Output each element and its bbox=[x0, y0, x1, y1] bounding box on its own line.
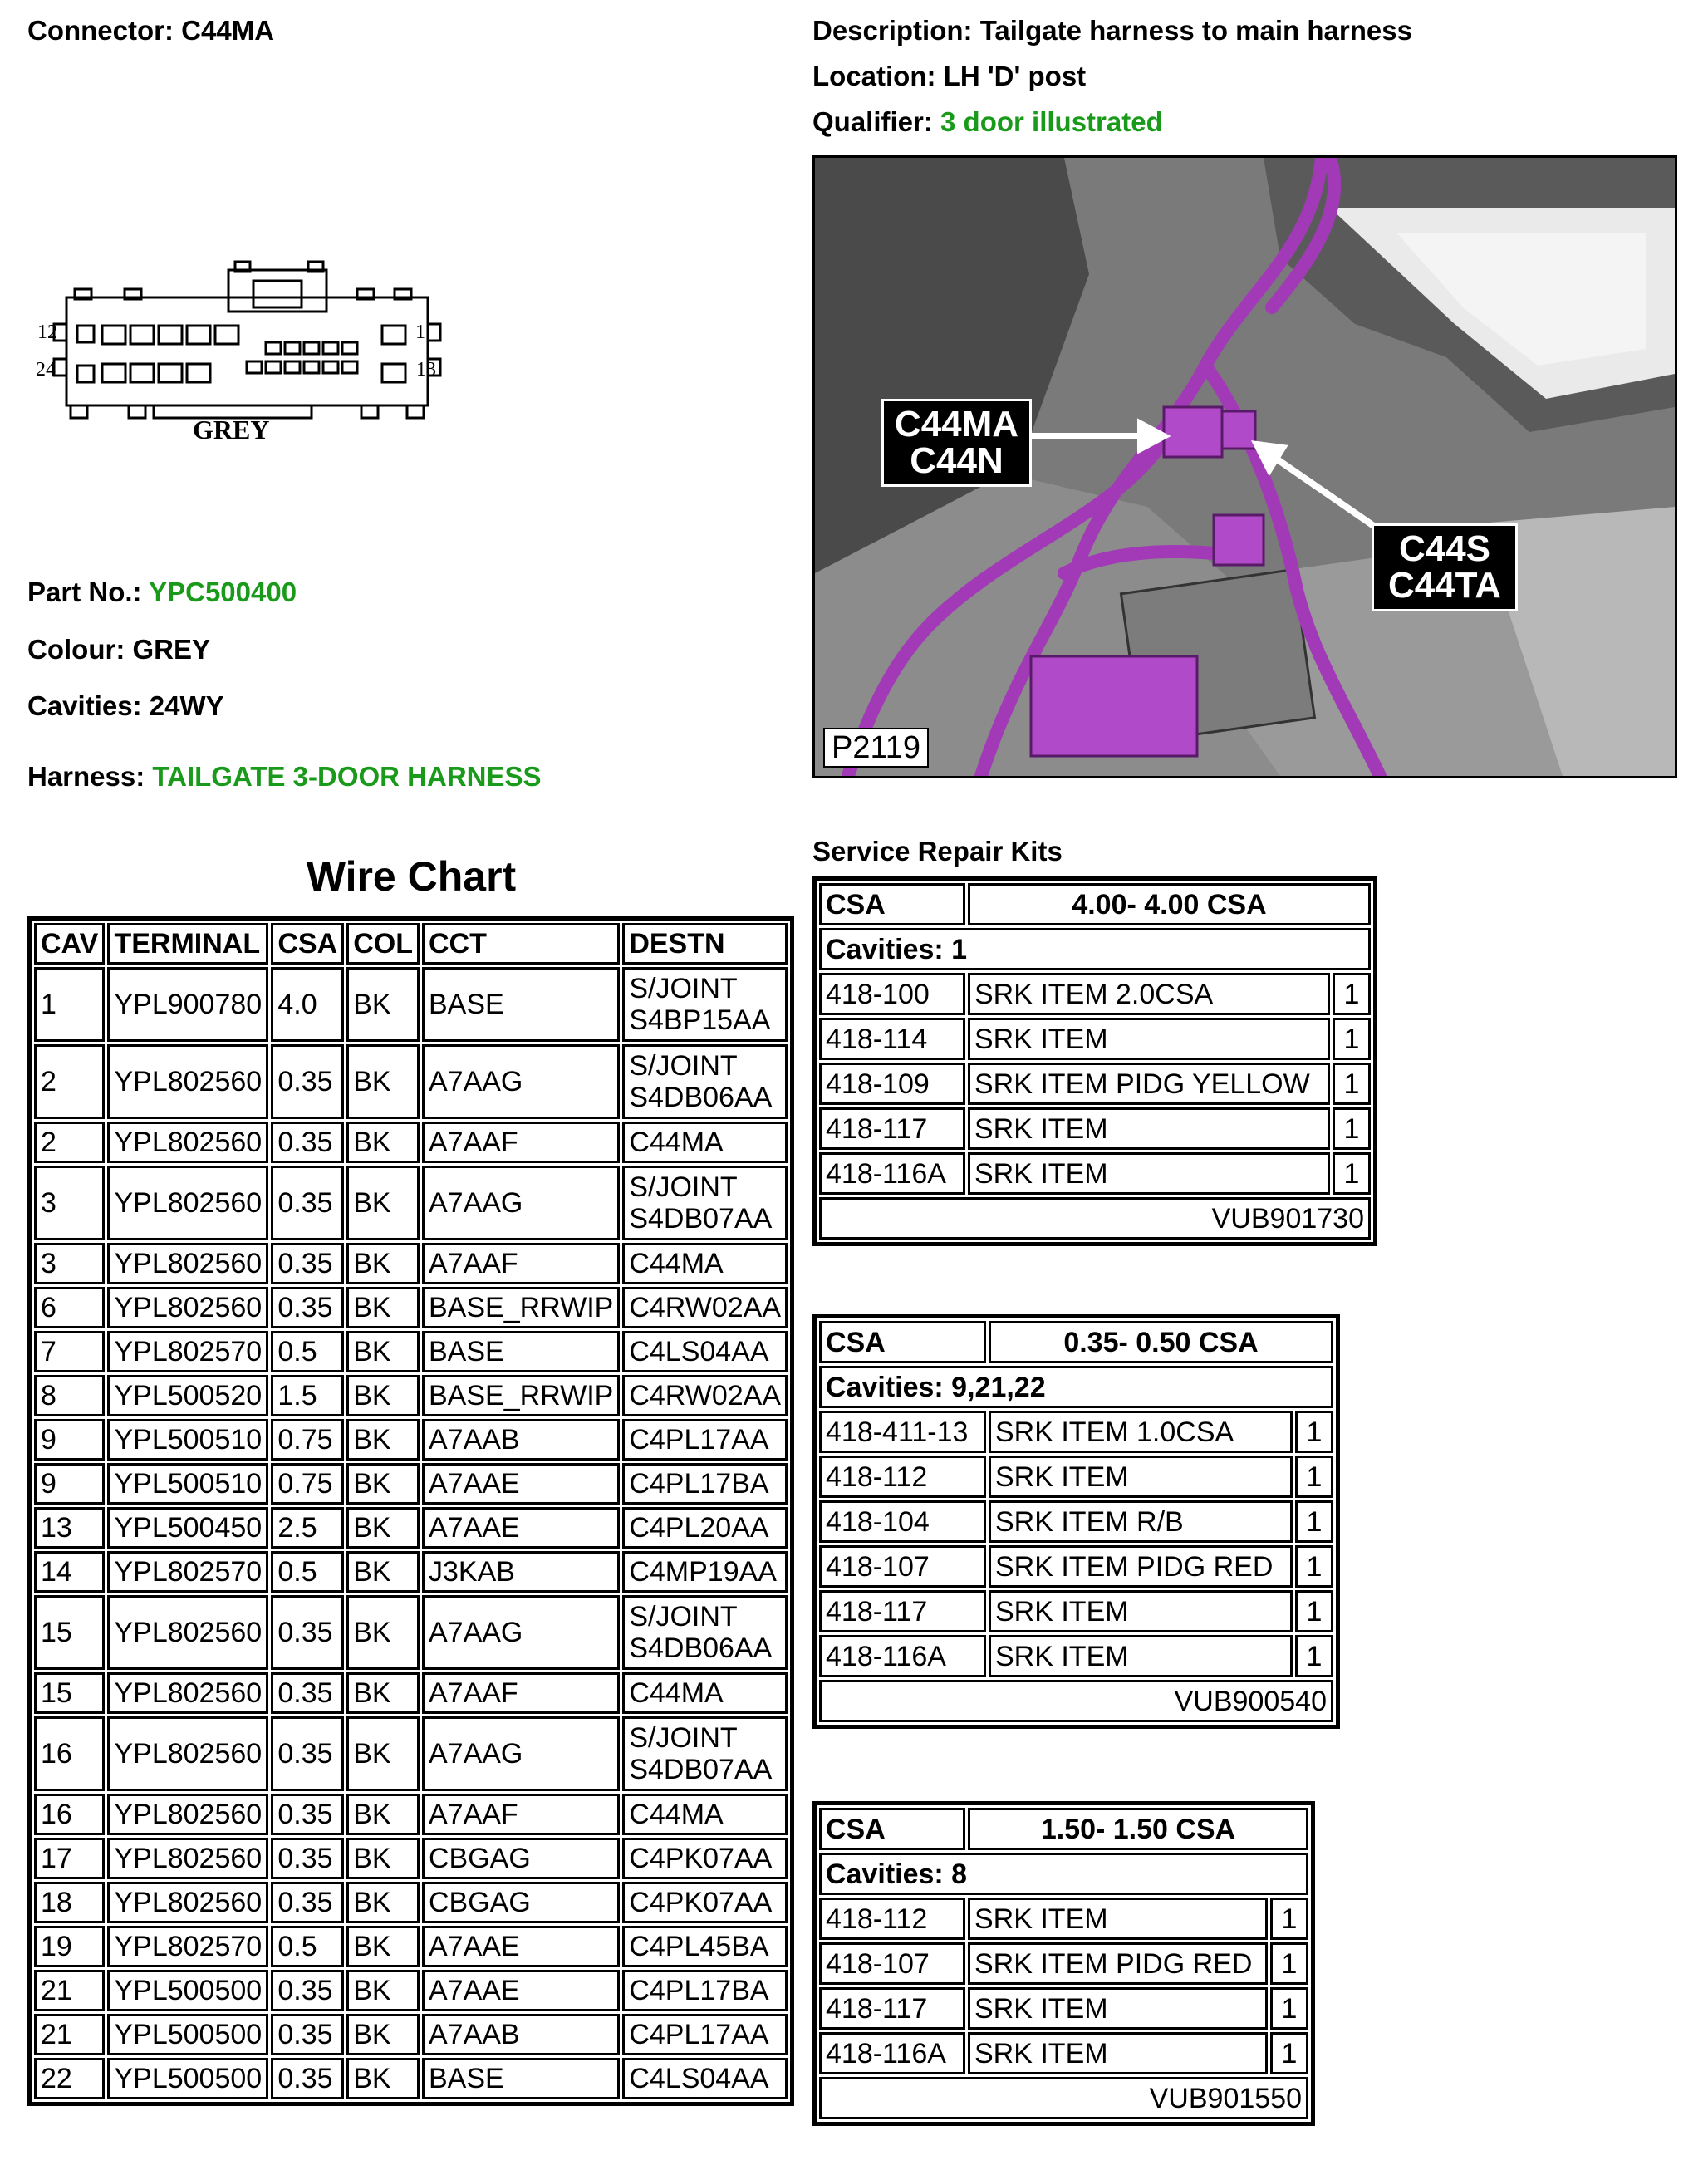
table-cell: C4PL20AA bbox=[622, 1507, 788, 1549]
kit-item-qty: 1 bbox=[1270, 1942, 1308, 1985]
part-label: Part No.: bbox=[27, 577, 142, 607]
kit-item-code: 418-116A bbox=[819, 2032, 965, 2074]
colour-label: Colour: bbox=[27, 634, 125, 665]
table-row bbox=[34, 1419, 788, 1461]
table-cell: 0.35 bbox=[271, 1882, 344, 1923]
table-cell: C44MA bbox=[622, 1122, 788, 1163]
col-col: COL bbox=[346, 923, 420, 965]
table-cell: BK bbox=[346, 1463, 420, 1505]
callout-a-line1: C44MA bbox=[894, 404, 1019, 444]
part-number-line bbox=[27, 576, 297, 609]
table-row bbox=[34, 1672, 788, 1714]
table-cell: C44MA bbox=[622, 1794, 788, 1835]
harness-value: TAILGATE 3-DOOR HARNESS bbox=[152, 761, 542, 792]
table-cell: 16 bbox=[34, 1716, 105, 1791]
table-cell: BK bbox=[346, 1595, 420, 1670]
part-value: YPC500400 bbox=[149, 577, 297, 607]
kit-item-row bbox=[819, 1635, 1333, 1677]
kit-cavities: Cavities: 1 bbox=[819, 928, 1371, 970]
description-line bbox=[812, 14, 1412, 47]
kit-item-qty: 1 bbox=[1295, 1590, 1333, 1632]
table-cell: YPL900780 bbox=[107, 967, 268, 1042]
kit-item-desc: SRK ITEM bbox=[968, 1107, 1330, 1150]
table-cell: CBGAG bbox=[422, 1838, 620, 1879]
kit-number-row bbox=[819, 1197, 1371, 1240]
table-cell: 3 bbox=[34, 1243, 105, 1284]
wire-chart-table bbox=[27, 916, 794, 2106]
table-cell: BK bbox=[346, 967, 420, 1042]
kit-item-row bbox=[819, 1107, 1371, 1150]
table-row bbox=[34, 1551, 788, 1593]
kit-item-code: 418-104 bbox=[819, 1500, 986, 1543]
table-cell: C4MP19AA bbox=[622, 1551, 788, 1593]
table-cell: BK bbox=[346, 1882, 420, 1923]
kit-item-row bbox=[819, 1018, 1371, 1060]
kit-item-qty: 1 bbox=[1270, 2032, 1308, 2074]
kit-item-desc: SRK ITEM 2.0CSA bbox=[968, 973, 1330, 1015]
kit-cavities-row bbox=[819, 1366, 1333, 1408]
kit-item-code: 418-112 bbox=[819, 1456, 986, 1498]
kit-item-qty: 1 bbox=[1270, 1987, 1308, 2030]
service-kits-title: Service Repair Kits bbox=[812, 836, 1063, 867]
table-row bbox=[34, 1716, 788, 1791]
table-cell: 0.35 bbox=[271, 1122, 344, 1163]
destn-line: S/JOINT bbox=[629, 973, 738, 1004]
table-cell: BASE_RRWIP bbox=[422, 1375, 620, 1416]
table-cell: BK bbox=[346, 1419, 420, 1461]
table-cell: 3 bbox=[34, 1166, 105, 1240]
table-cell: 9 bbox=[34, 1463, 105, 1505]
kit-item-code: 418-107 bbox=[819, 1942, 965, 1985]
table-cell: YPL802570 bbox=[107, 1551, 268, 1593]
kit-item-qty: 1 bbox=[1295, 1411, 1333, 1453]
col-cct: CCT bbox=[422, 923, 620, 965]
table-cell: A7AAE bbox=[422, 1507, 620, 1549]
kit-item-desc: SRK ITEM bbox=[989, 1456, 1293, 1498]
kit-item-qty: 1 bbox=[1270, 1898, 1308, 1940]
table-cell: YPL500520 bbox=[107, 1375, 268, 1416]
table-cell: 21 bbox=[34, 1970, 105, 2011]
table-cell: J3KAB bbox=[422, 1551, 620, 1593]
kit-item-qty: 1 bbox=[1295, 1635, 1333, 1677]
table-cell: C4LS04AA bbox=[622, 1331, 788, 1372]
destn-line: S4DB06AA bbox=[629, 1632, 773, 1664]
kit-header-row bbox=[819, 1321, 1333, 1363]
table-cell: BK bbox=[346, 1287, 420, 1328]
kit-item-qty: 1 bbox=[1295, 1545, 1333, 1588]
pin-label-24: 24 bbox=[36, 359, 56, 381]
callout-a-line2: C44N bbox=[910, 440, 1004, 481]
description-value: Tailgate harness to main harness bbox=[979, 15, 1412, 46]
harness-label: Harness: bbox=[27, 761, 145, 792]
table-cell: C4PL17AA bbox=[622, 2014, 788, 2055]
qualifier-line bbox=[812, 106, 1163, 139]
table-cell: CBGAG bbox=[422, 1882, 620, 1923]
table-cell: BK bbox=[346, 1838, 420, 1879]
kit-item-code: 418-411-13 bbox=[819, 1411, 986, 1453]
table-cell: 0.35 bbox=[271, 1287, 344, 1328]
table-row bbox=[34, 2014, 788, 2055]
table-cell: A7AAF bbox=[422, 1122, 620, 1163]
colour-line bbox=[27, 633, 210, 666]
table-cell: YPL802560 bbox=[107, 1794, 268, 1835]
table-cell: A7AAF bbox=[422, 1794, 620, 1835]
col-terminal: TERMINAL bbox=[107, 923, 268, 965]
table-cell: C4PL17BA bbox=[622, 1970, 788, 2011]
kit-item-code: 418-117 bbox=[819, 1590, 986, 1632]
table-row bbox=[34, 1166, 788, 1240]
connector-face-diagram bbox=[29, 258, 444, 449]
cavities-line bbox=[27, 690, 224, 723]
table-cell: 0.35 bbox=[271, 1672, 344, 1714]
kit-item-code: 418-114 bbox=[819, 1018, 965, 1060]
kit-item-desc: SRK ITEM bbox=[968, 2032, 1268, 2074]
colour-value: GREY bbox=[132, 634, 211, 665]
kit-item-qty: 1 bbox=[1333, 973, 1371, 1015]
table-cell: BK bbox=[346, 1716, 420, 1791]
table-cell: A7AAE bbox=[422, 1926, 620, 1967]
table-cell: YPL500500 bbox=[107, 2058, 268, 2099]
table-row bbox=[34, 2058, 788, 2099]
table-cell: C4PL45BA bbox=[622, 1926, 788, 1967]
kit-header-row bbox=[819, 883, 1371, 925]
table-cell: C4PK07AA bbox=[622, 1882, 788, 1923]
kit-item-row bbox=[819, 2032, 1308, 2074]
kit-item-code: 418-117 bbox=[819, 1107, 965, 1150]
table-row bbox=[34, 1970, 788, 2011]
callout-c44ma-c44n bbox=[881, 399, 1032, 487]
table-cell bbox=[622, 1716, 788, 1791]
table-row bbox=[34, 1044, 788, 1119]
destn-line: S/JOINT bbox=[629, 1171, 738, 1203]
destn-line: S/JOINT bbox=[629, 1050, 738, 1082]
kit-item-row bbox=[819, 973, 1371, 1015]
table-cell bbox=[622, 1166, 788, 1240]
kit-csa-range: 0.35- 0.50 CSA bbox=[989, 1321, 1333, 1363]
table-cell: 2 bbox=[34, 1044, 105, 1119]
kit-item-desc: SRK ITEM PIDG YELLOW bbox=[968, 1063, 1330, 1105]
callout-b-line1: C44S bbox=[1398, 528, 1491, 569]
table-cell: A7AAG bbox=[422, 1716, 620, 1791]
connector-colour-text: GREY bbox=[193, 415, 270, 444]
table-cell: 0.35 bbox=[271, 1044, 344, 1119]
kit-item-code: 418-107 bbox=[819, 1545, 986, 1588]
kit-item-qty: 1 bbox=[1333, 1107, 1371, 1150]
table-cell: YPL500510 bbox=[107, 1463, 268, 1505]
table-cell: 14 bbox=[34, 1551, 105, 1593]
kit-csa-range: 1.50- 1.50 CSA bbox=[968, 1808, 1308, 1850]
table-cell: YPL500500 bbox=[107, 2014, 268, 2055]
table-cell: A7AAB bbox=[422, 1419, 620, 1461]
kit-item-code: 418-109 bbox=[819, 1063, 965, 1105]
kit-item-row bbox=[819, 1898, 1308, 1940]
kit-csa-label: CSA bbox=[819, 883, 965, 925]
table-cell: YPL500510 bbox=[107, 1419, 268, 1461]
kit-item-code: 418-100 bbox=[819, 973, 965, 1015]
photo-code: P2119 bbox=[823, 728, 929, 768]
table-cell: 6 bbox=[34, 1287, 105, 1328]
kit-csa-range: 4.00- 4.00 CSA bbox=[968, 883, 1371, 925]
table-cell: BK bbox=[346, 1375, 420, 1416]
location-photo bbox=[812, 155, 1677, 778]
kit-item-code: 418-117 bbox=[819, 1987, 965, 2030]
table-cell: C4PL17BA bbox=[622, 1463, 788, 1505]
table-cell: BK bbox=[346, 1044, 420, 1119]
kit-item-qty: 1 bbox=[1333, 1152, 1371, 1195]
table-cell: 2.5 bbox=[271, 1507, 344, 1549]
kit-cavities-row bbox=[819, 1853, 1308, 1895]
kit-number-row bbox=[819, 2077, 1308, 2119]
table-cell: 4.0 bbox=[271, 967, 344, 1042]
kit-item-row bbox=[819, 1987, 1308, 2030]
kit-item-qty: 1 bbox=[1333, 1018, 1371, 1060]
table-cell: A7AAF bbox=[422, 1672, 620, 1714]
table-cell: A7AAF bbox=[422, 1243, 620, 1284]
table-cell: 0.35 bbox=[271, 1970, 344, 2011]
table-cell: YPL500500 bbox=[107, 1970, 268, 2011]
table-cell: 16 bbox=[34, 1794, 105, 1835]
kit-csa-label: CSA bbox=[819, 1808, 965, 1850]
location-line bbox=[812, 60, 1086, 93]
table-cell: 0.75 bbox=[271, 1463, 344, 1505]
cavities-label: Cavities: bbox=[27, 690, 142, 721]
table-cell: 0.35 bbox=[271, 1838, 344, 1879]
table-cell: 15 bbox=[34, 1672, 105, 1714]
table-row bbox=[34, 1122, 788, 1163]
kit-item-code: 418-112 bbox=[819, 1898, 965, 1940]
table-row bbox=[34, 1794, 788, 1835]
service-kit-table bbox=[812, 1314, 1340, 1729]
table-cell: BK bbox=[346, 1551, 420, 1593]
table-row bbox=[34, 967, 788, 1042]
table-cell: 0.35 bbox=[271, 1716, 344, 1791]
kit-number: VUB900540 bbox=[819, 1680, 1333, 1722]
kit-item-row bbox=[819, 1456, 1333, 1498]
table-cell: BK bbox=[346, 1166, 420, 1240]
table-row bbox=[34, 1243, 788, 1284]
table-cell: BASE bbox=[422, 2058, 620, 2099]
table-cell: YPL802560 bbox=[107, 1672, 268, 1714]
table-cell: 0.5 bbox=[271, 1926, 344, 1967]
table-cell: C4PK07AA bbox=[622, 1838, 788, 1879]
table-cell: BK bbox=[346, 2058, 420, 2099]
table-cell: 1 bbox=[34, 967, 105, 1042]
table-row bbox=[34, 1507, 788, 1549]
table-cell: 0.35 bbox=[271, 2014, 344, 2055]
table-cell: BK bbox=[346, 1243, 420, 1284]
col-destn: DESTN bbox=[622, 923, 788, 965]
location-label: Location: bbox=[812, 61, 936, 91]
kit-item-row bbox=[819, 1942, 1308, 1985]
table-cell: C4RW02AA bbox=[622, 1375, 788, 1416]
destn-line: S/JOINT bbox=[629, 1722, 738, 1754]
kit-cavities: Cavities: 8 bbox=[819, 1853, 1308, 1895]
table-cell: YPL802560 bbox=[107, 1044, 268, 1119]
table-cell: C4RW02AA bbox=[622, 1287, 788, 1328]
table-cell: 9 bbox=[34, 1419, 105, 1461]
qualifier-value: 3 door illustrated bbox=[940, 106, 1163, 137]
table-cell: 13 bbox=[34, 1507, 105, 1549]
table-cell: YPL802560 bbox=[107, 1595, 268, 1670]
pin-label-1: 1 bbox=[415, 322, 425, 343]
table-cell: YPL802570 bbox=[107, 1926, 268, 1967]
table-cell: C4PL17AA bbox=[622, 1419, 788, 1461]
table-cell bbox=[622, 967, 788, 1042]
callout-c44s-c44ta bbox=[1372, 523, 1518, 611]
pin-label-13: 13 bbox=[416, 359, 436, 381]
table-cell: YPL802560 bbox=[107, 1882, 268, 1923]
table-cell: YPL500450 bbox=[107, 1507, 268, 1549]
table-cell: 1.5 bbox=[271, 1375, 344, 1416]
kit-cavities: Cavities: 9,21,22 bbox=[819, 1366, 1333, 1408]
destn-line: S/JOINT bbox=[629, 1601, 738, 1632]
table-cell: C44MA bbox=[622, 1672, 788, 1714]
table-row bbox=[34, 1595, 788, 1670]
destn-line: S4DB06AA bbox=[629, 1082, 773, 1113]
table-cell: YPL802560 bbox=[107, 1243, 268, 1284]
table-cell: BK bbox=[346, 1331, 420, 1372]
table-row bbox=[34, 1463, 788, 1505]
destn-line: S4BP15AA bbox=[629, 1004, 771, 1036]
table-cell: A7AAB bbox=[422, 2014, 620, 2055]
connector-label: Connector: bbox=[27, 15, 174, 46]
table-cell: BK bbox=[346, 2014, 420, 2055]
table-cell: 0.35 bbox=[271, 1794, 344, 1835]
table-cell: BASE bbox=[422, 1331, 620, 1372]
kit-number: VUB901550 bbox=[819, 2077, 1308, 2119]
table-cell: 8 bbox=[34, 1375, 105, 1416]
table-cell: BASE bbox=[422, 967, 620, 1042]
table-cell: 0.35 bbox=[271, 2058, 344, 2099]
service-kit-table bbox=[812, 876, 1377, 1246]
table-cell: BK bbox=[346, 1794, 420, 1835]
table-cell: YPL802560 bbox=[107, 1122, 268, 1163]
destn-line: S4DB07AA bbox=[629, 1754, 773, 1785]
table-cell: BASE_RRWIP bbox=[422, 1287, 620, 1328]
table-row bbox=[34, 1331, 788, 1372]
cavities-value: 24WY bbox=[149, 690, 224, 721]
col-cav: CAV bbox=[34, 923, 105, 965]
kit-item-desc: SRK ITEM bbox=[968, 1987, 1268, 2030]
kit-item-desc: SRK ITEM bbox=[968, 1018, 1330, 1060]
table-cell: 0.35 bbox=[271, 1243, 344, 1284]
table-cell: 2 bbox=[34, 1122, 105, 1163]
kit-item-desc: SRK ITEM PIDG RED bbox=[989, 1545, 1293, 1588]
kit-header-row bbox=[819, 1808, 1308, 1850]
table-cell: YPL802560 bbox=[107, 1716, 268, 1791]
harness-line bbox=[27, 760, 542, 793]
connector-heading bbox=[27, 14, 274, 47]
table-cell: YPL802570 bbox=[107, 1331, 268, 1372]
table-cell: 7 bbox=[34, 1331, 105, 1372]
kit-item-qty: 1 bbox=[1295, 1500, 1333, 1543]
table-row bbox=[34, 1838, 788, 1879]
table-cell: BK bbox=[346, 1672, 420, 1714]
table-cell: BK bbox=[346, 1926, 420, 1967]
kit-cavities-row bbox=[819, 928, 1371, 970]
table-cell: A7AAE bbox=[422, 1970, 620, 2011]
kit-item-desc: SRK ITEM 1.0CSA bbox=[989, 1411, 1293, 1453]
table-cell: 15 bbox=[34, 1595, 105, 1670]
destn-line: S4DB07AA bbox=[629, 1203, 773, 1235]
kit-item-row bbox=[819, 1063, 1371, 1105]
table-cell: C4LS04AA bbox=[622, 2058, 788, 2099]
kit-item-desc: SRK ITEM PIDG RED bbox=[968, 1942, 1268, 1985]
kit-csa-label: CSA bbox=[819, 1321, 986, 1363]
table-cell: 0.5 bbox=[271, 1331, 344, 1372]
wire-chart-title: Wire Chart bbox=[306, 853, 517, 900]
col-csa: CSA bbox=[271, 923, 344, 965]
callout-b-line2: C44TA bbox=[1387, 565, 1502, 606]
table-cell: BK bbox=[346, 1970, 420, 2011]
table-cell: BK bbox=[346, 1507, 420, 1549]
kit-item-desc: SRK ITEM bbox=[989, 1635, 1293, 1677]
kit-item-qty: 1 bbox=[1295, 1456, 1333, 1498]
kit-number-row bbox=[819, 1680, 1333, 1722]
connector-value: C44MA bbox=[181, 15, 275, 46]
kit-item-code: 418-116A bbox=[819, 1635, 986, 1677]
kit-item-row bbox=[819, 1500, 1333, 1543]
table-cell: A7AAG bbox=[422, 1166, 620, 1240]
table-cell: 21 bbox=[34, 2014, 105, 2055]
location-value: LH 'D' post bbox=[943, 61, 1087, 91]
kit-item-desc: SRK ITEM bbox=[989, 1590, 1293, 1632]
kit-item-row bbox=[819, 1545, 1333, 1588]
kit-item-desc: SRK ITEM bbox=[968, 1152, 1330, 1195]
table-cell bbox=[622, 1595, 788, 1670]
kit-item-row bbox=[819, 1590, 1333, 1632]
table-cell: 0.35 bbox=[271, 1595, 344, 1670]
table-row bbox=[34, 1926, 788, 1967]
table-cell: C44MA bbox=[622, 1243, 788, 1284]
description-label: Description: bbox=[812, 15, 973, 46]
table-cell bbox=[622, 1044, 788, 1119]
table-cell: BK bbox=[346, 1122, 420, 1163]
table-cell: 19 bbox=[34, 1926, 105, 1967]
table-cell: 18 bbox=[34, 1882, 105, 1923]
table-cell: A7AAG bbox=[422, 1595, 620, 1670]
table-cell: YPL802560 bbox=[107, 1838, 268, 1879]
table-cell: YPL802560 bbox=[107, 1287, 268, 1328]
service-kit-table bbox=[812, 1801, 1315, 2126]
kit-item-desc: SRK ITEM bbox=[968, 1898, 1268, 1940]
table-cell: A7AAE bbox=[422, 1463, 620, 1505]
kit-item-code: 418-116A bbox=[819, 1152, 965, 1195]
table-row bbox=[34, 1287, 788, 1328]
table-cell: 0.75 bbox=[271, 1419, 344, 1461]
wire-chart-header-row bbox=[34, 923, 788, 965]
kit-number: VUB901730 bbox=[819, 1197, 1371, 1240]
kit-item-desc: SRK ITEM R/B bbox=[989, 1500, 1293, 1543]
table-cell: YPL802560 bbox=[107, 1166, 268, 1240]
table-cell: 17 bbox=[34, 1838, 105, 1879]
table-row bbox=[34, 1882, 788, 1923]
table-cell: 0.5 bbox=[271, 1551, 344, 1593]
kit-item-qty: 1 bbox=[1333, 1063, 1371, 1105]
pin-label-12: 12 bbox=[37, 322, 57, 343]
kit-item-row bbox=[819, 1411, 1333, 1453]
kit-item-row bbox=[819, 1152, 1371, 1195]
table-cell: 0.35 bbox=[271, 1166, 344, 1240]
qualifier-label: Qualifier: bbox=[812, 106, 933, 137]
table-cell: 22 bbox=[34, 2058, 105, 2099]
table-row bbox=[34, 1375, 788, 1416]
table-cell: A7AAG bbox=[422, 1044, 620, 1119]
